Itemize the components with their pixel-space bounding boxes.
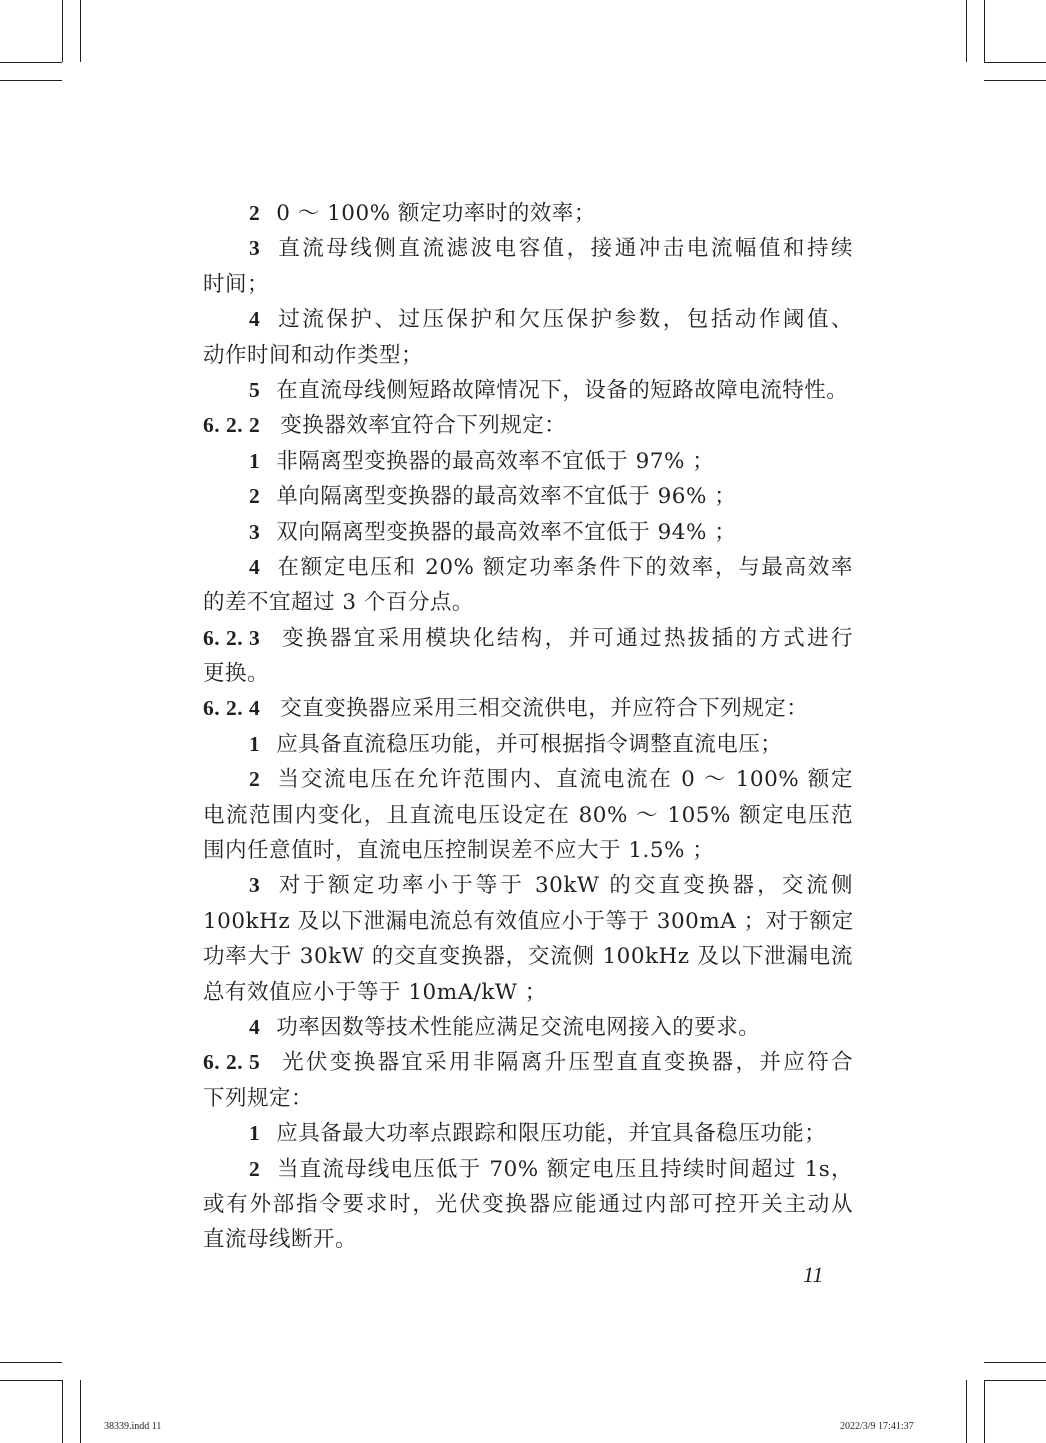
- section-number: 6. 2. 3: [203, 625, 261, 650]
- item-number: 4: [249, 1014, 261, 1039]
- item-line: [203, 479, 853, 514]
- section-line: [203, 1045, 853, 1080]
- item-number: 2: [249, 484, 261, 509]
- item-text: 应具备最大功率点跟踪和限压功能，并宜具备稳压功能；: [276, 1121, 827, 1147]
- item-text: 在额定电压和 20% 额定功率条件下的效率，与最高效率: [276, 554, 853, 580]
- item-line: [203, 515, 853, 550]
- section-line: [203, 621, 853, 656]
- continuation-line: 电流范围内变化，且直流电压设定在 80% ～ 105% 额定电压范: [203, 802, 853, 828]
- continuation-line: 时间；: [203, 271, 270, 297]
- item-text: 当直流母线电压低于 70% 额定电压且持续时间超过 1s，: [276, 1156, 853, 1182]
- section-text: 交直变换器应采用三相交流供电，并应符合下列规定：: [280, 696, 809, 722]
- item-text: 0 ～ 100% 额定功率时的效率；: [276, 201, 596, 226]
- item-number: 3: [249, 519, 261, 544]
- continuation-line: 100kHz 及以下泄漏电流总有效值应小于等于 300mA ；对于额定: [203, 908, 854, 934]
- item-number: 4: [249, 554, 261, 579]
- crop-mark-bottom-right-v2: [966, 1380, 967, 1443]
- section-text: 变换器宜采用模块化结构，并可通过热拔插的方式进行: [280, 625, 853, 651]
- item-line: [203, 868, 853, 903]
- item-line: [203, 762, 853, 797]
- slug-file: 38339.indd 11: [104, 1421, 162, 1432]
- item-line: [203, 1010, 853, 1045]
- continuation-line: 下列规定：: [203, 1085, 314, 1111]
- item-text: 单向隔离型变换器的最高效率不宜低于 96% ；: [276, 484, 737, 510]
- crop-mark-top-left-v2: [80, 0, 81, 62]
- item-text: 非隔离型变换器的最高效率不宜低于 97% ；: [276, 448, 715, 474]
- continuation-line: 更换。: [203, 661, 270, 687]
- section-number: 6. 2. 5: [203, 1050, 261, 1075]
- page-number: 11: [803, 1262, 824, 1287]
- item-number: 1: [249, 448, 261, 473]
- document-body: [203, 196, 853, 1258]
- section-line: [203, 691, 853, 726]
- continuation-line: 围内任意值时，直流电压控制误差不应大于 1.5% ；: [203, 838, 715, 864]
- continuation-line: 总有效值应小于等于 10mA/kW ；: [203, 979, 547, 1005]
- item-number: 1: [249, 731, 261, 756]
- crop-mark-bottom-right-v: [984, 1380, 985, 1443]
- item-number: 2: [249, 1156, 261, 1181]
- crop-mark-top-left-v: [62, 0, 63, 62]
- section-text: 光伏变换器宜采用非隔离升压型直直变换器，并应符合: [280, 1050, 853, 1076]
- crop-mark-top-left-h: [0, 62, 62, 63]
- item-number: 3: [249, 236, 261, 261]
- item-number: 3: [249, 873, 261, 898]
- crop-mark-top-right-v: [984, 0, 985, 62]
- continuation-line: 或有外部指令要求时，光伏变换器应能通过内部可控开关主动从: [203, 1191, 853, 1217]
- section-number: 6. 2. 2: [203, 413, 261, 438]
- item-line: [203, 1152, 853, 1187]
- item-number: 1: [249, 1121, 261, 1146]
- continuation-line: 动作时间和动作类型；: [203, 342, 424, 368]
- section-number: 6. 2. 4: [203, 696, 261, 721]
- crop-mark-bottom-left-h2: [0, 1380, 62, 1381]
- item-number: 2: [249, 201, 261, 225]
- crop-mark-bottom-right-h: [984, 1362, 1046, 1363]
- item-line: [203, 373, 853, 408]
- item-text: 在直流母线侧短路故障情况下，设备的短路故障电流特性。: [276, 377, 849, 403]
- section-text: 变换器效率宜符合下列规定：: [280, 413, 567, 439]
- item-text: 应具备直流稳压功能，并可根据指令调整直流电压；: [276, 731, 783, 757]
- crop-mark-top-right-h: [984, 62, 1046, 63]
- item-text: 双向隔离型变换器的最高效率不宜低于 94% ；: [276, 519, 737, 545]
- slug-datetime: 2022/3/9 17:41:37: [840, 1421, 914, 1432]
- item-line: [203, 1116, 853, 1151]
- item-number: 4: [249, 307, 261, 332]
- crop-mark-bottom-left-v: [62, 1380, 63, 1443]
- section-line: [203, 408, 853, 443]
- item-text: 过流保护、过压保护和欠压保护参数，包括动作阈值、: [276, 307, 853, 333]
- item-line: [203, 444, 853, 479]
- item-text: 对于额定功率小于等于 30kW 的交直变换器，交流侧: [276, 873, 853, 899]
- item-text: 当交流电压在允许范围内、直流电流在 0 ～ 100% 额定: [276, 767, 853, 793]
- item-text: 功率因数等技术性能应满足交流电网接入的要求。: [276, 1014, 761, 1040]
- item-line: [203, 727, 853, 762]
- crop-mark-bottom-left-h: [0, 1362, 62, 1363]
- crop-mark-bottom-left-v2: [80, 1380, 81, 1443]
- continuation-line: 直流母线断开。: [203, 1227, 358, 1253]
- crop-mark-top-left-h2: [0, 80, 62, 81]
- item-text: 直流母线侧直流滤波电容值，接通冲击电流幅值和持续: [276, 236, 853, 262]
- item-line: [203, 196, 853, 231]
- crop-mark-top-right-h2: [984, 80, 1046, 81]
- crop-mark-bottom-right-h2: [984, 1380, 1046, 1381]
- item-number: 2: [249, 767, 261, 792]
- item-line: [203, 550, 853, 585]
- item-line: [203, 302, 853, 337]
- crop-mark-top-right-v2: [966, 0, 967, 62]
- item-number: 5: [249, 377, 261, 402]
- item-line: [203, 231, 853, 266]
- continuation-line: 的差不宜超过 3 个百分点。: [203, 590, 474, 616]
- continuation-line: 功率大于 30kW 的交直变换器，交流侧 100kHz 及以下泄漏电流: [203, 944, 853, 970]
